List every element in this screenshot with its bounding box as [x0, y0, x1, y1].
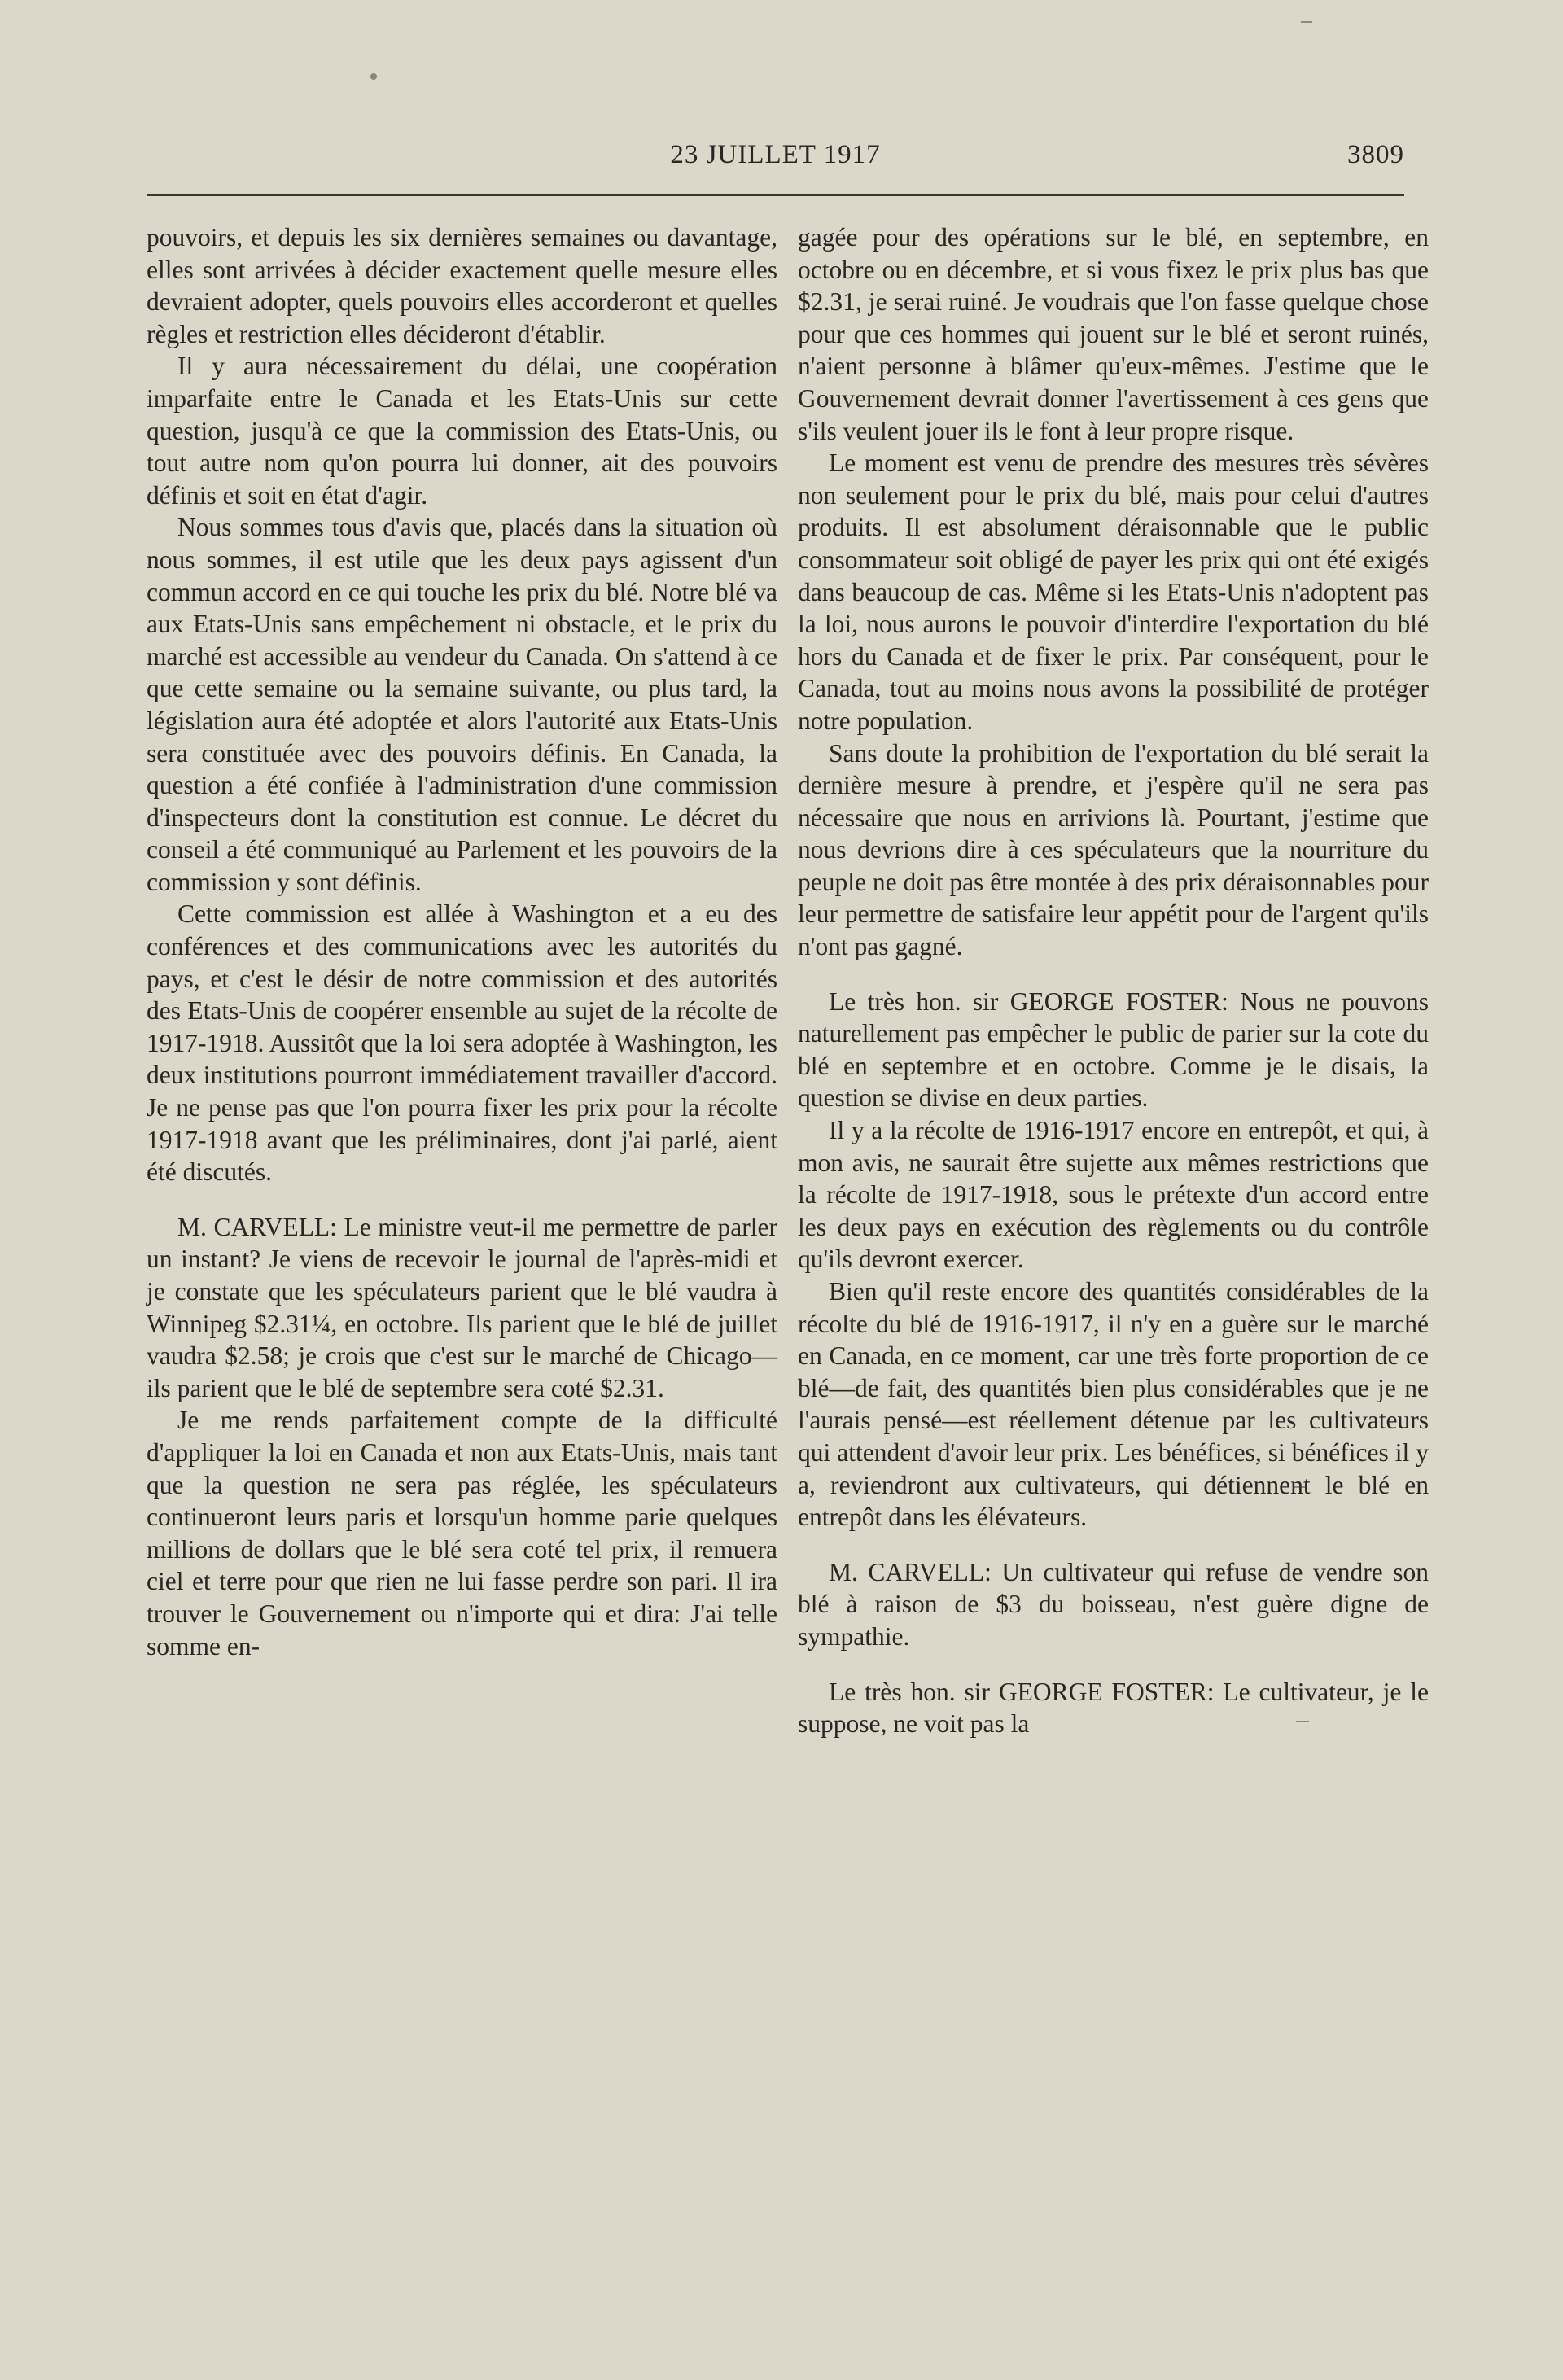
paragraph: Cette commission est allée à Washington et a eu des conférences et des communications avec les autorités du pays, et c'est le désir de notre commission et des autorités des Etats-Unis de coopérer ensemble au sujet de la récolte de 1917-1918. Aussitôt que la loi sera adoptée à Washington, les deux institutions pourront immédiatement travailler d'accord. Je ne pense pas que l'on pourra fixer les prix pour la récolte 1917-1918 avant que les préliminaires, dont j'ai parlé, aient été discutés. — [147, 899, 777, 1187]
speech-paragraph: M. CARVELL: Le ministre veut-il me permettre de parler un instant? Je viens de recevoir le journal de l'après-midi et je constate que les spéculateurs parient que le blé vaudra à Winnipeg $2.31¼, en octobre. Ils parient que le blé de juillet vaudra $2.58; je crois que c'est sur le marché de Chicago—ils parient que le blé de septembre sera coté $2.31. — [147, 1212, 777, 1402]
paragraph: pouvoirs, et depuis les six dernières semaines ou davantage, elles sont arrivées à décider exactement quelle mesure elles devraient adopter, quels pouvoirs elles accorderont et quelles règles et restriction elles décideront d'établir. — [147, 223, 777, 348]
paragraph: Bien qu'il reste encore des quantités considérables de la récolte du blé de 1916-1917, il n'y en a guère sur le marché en Canada, en ce moment, car une très forte proportion de ce blé—de fait, des quantités bien plus considérables que je ne l'aurais pensé—est réellement détenue par les cultivateurs qui attendent d'avoir leur prix. Les bénéfices, si bénéfices il y a, reviendront aux cultivateurs, qui détiennent le blé en entrepôt dans les élévateurs. — [798, 1277, 1429, 1532]
speech-paragraph: Le très hon. sir GEORGE FOSTER: Nous ne pouvons naturellement pas empêcher le public de parier sur la cote du blé en septembre et en octobre. Comme je le disais, la question se divise en deux parties. — [798, 987, 1429, 1113]
paper-speck — [370, 73, 377, 80]
header-date: 23 JUILLET 1917 — [670, 140, 881, 169]
header-rule — [147, 194, 1404, 196]
paragraph: Je me rends parfaitement compte de la difficulté d'appliquer la loi en Canada et non aux Etats-Unis, mais tant que la question ne sera pas réglée, les spéculateurs continueront leurs paris et lorsqu'un homme parie quelques millions de dollars que le blé sera coté tel prix, il remuera ciel et terre pour que rien ne lui fasse perdre son pari. Il ira trouver le Gouvernement ou n'importe qui et dira: J'ai telle somme en- — [147, 1406, 777, 1660]
paragraph: Le moment est venu de prendre des mesures très sévères non seulement pour le prix du blé, mais pour celui d'autres produits. Il est absolument déraisonnable que le public consommateur soit obligé de payer les prix qui ont été exigés dans beaucoup de cas. Même si les Etats-Unis n'adoptent pas la loi, nous aurons le pouvoir d'interdire l'exportation du blé hors du Canada et de fixer le prix. Par conséquent, pour le Canada, tout au moins nous avons la possibilité de protéger notre population. — [798, 448, 1429, 735]
page-number: 3809 — [1347, 140, 1404, 169]
left-column — [147, 221, 777, 1662]
paragraph: Nous sommes tous d'avis que, placés dans la situation où nous sommes, il est utile que les deux pays agissent d'un commun accord en ce qui touche les prix du blé. Notre blé va aux Etats-Unis sans empêchement ni obstacle, et le prix du marché est accessible au vendeur du Canada. On s'attend à ce que cette semaine ou la semaine suivante, ou plus tard, la législation aura été adoptée et alors l'autorité aux Etats-Unis sera constituée avec des pouvoirs définis. En Canada, la question a été confiée à l'administration d'une commission d'inspecteurs dont la constitution est connue. Le décret du conseil a été communiqué au Parlement et les pouvoirs de la commission y sont définis. — [147, 513, 777, 896]
speech-paragraph: M. CARVELL: Un cultivateur qui refuse de vendre son blé à raison de $3 du boisseau, n'est guère digne de sympathie. — [798, 1557, 1429, 1651]
paragraph: Il y aura nécessairement du délai, une coopération imparfaite entre le Canada et les Etats-Unis sur cette question, jusqu'à ce que la commission des Etats-Unis, ou tout autre nom qu'on pourra lui donner, ait des pouvoirs définis et soit en état d'agir. — [147, 352, 777, 510]
page-header — [147, 140, 1404, 173]
speech-paragraph: Le très hon. sir GEORGE FOSTER: Le cultivateur, je le suppose, ne voit pas la — [798, 1677, 1429, 1739]
right-column — [798, 221, 1429, 1740]
paragraph: Sans doute la prohibition de l'exportation du blé serait la dernière mesure à prendre, et j'espère qu'il ne sera pas nécessaire que nous en arrivions là. Pourtant, j'estime que nous devrions dire à ces spéculateurs que la nourriture du peuple ne doit pas être montée à des prix déraisonnables pour leur permettre de satisfaire leur appétit pour de l'argent qu'ils n'ont pas gagné. — [798, 738, 1429, 961]
paper-mark — [1301, 21, 1312, 23]
paragraph: Il y a la récolte de 1916-1917 encore en entrepôt, et qui, à mon avis, ne saurait être sujette aux mêmes restrictions que la récolte de 1917-1918, sous le prétexte d'un accord entre les deux pays en exécution des règlements ou du contrôle qu'ils devront exercer. — [798, 1116, 1429, 1274]
paragraph: gagée pour des opérations sur le blé, en septembre, en octobre ou en décembre, et si vous fixez le prix plus bas que $2.31, je serai ruiné. Je voudrais que l'on fasse quelque chose pour que ces hommes qui jouent sur le blé et seront ruinés, n'aient personne à blâmer qu'eux-mêmes. J'estime que le Gouvernement devrait donner l'avertissement à ces gens que s'ils veulent jouer ils le font à leur propre risque. — [798, 223, 1429, 445]
